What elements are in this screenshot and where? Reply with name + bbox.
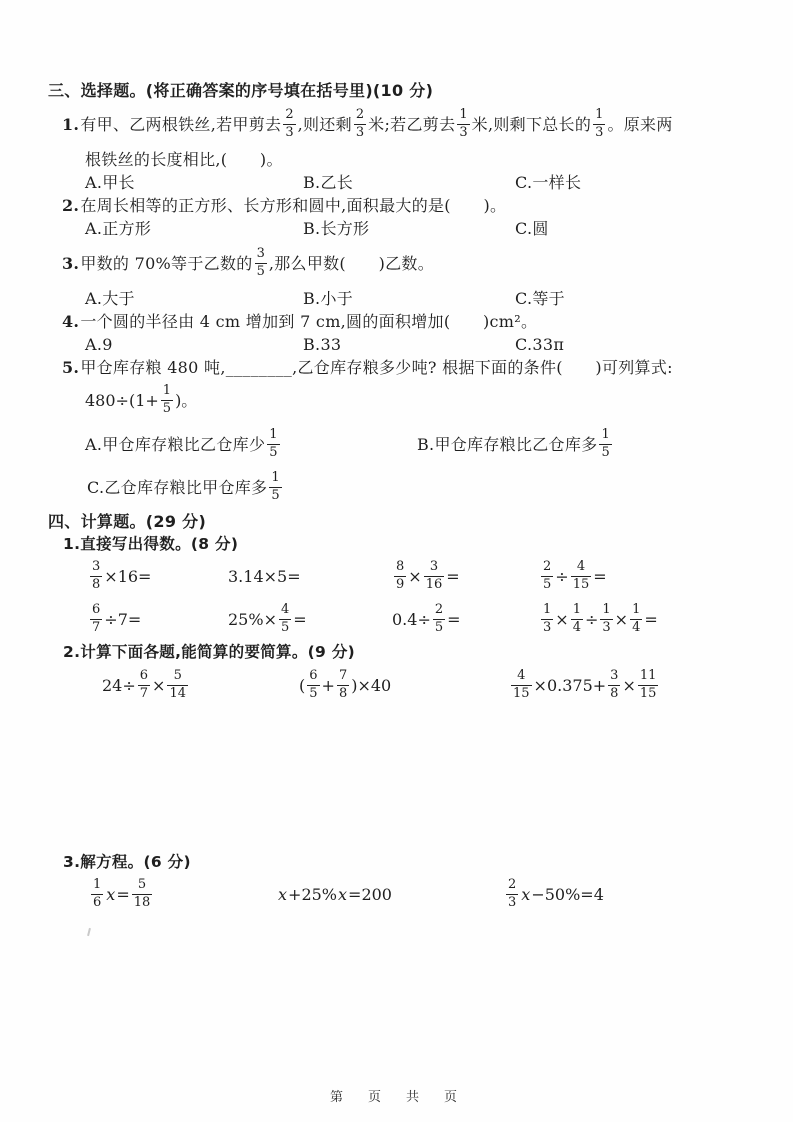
- question-4-option-c: C.33π: [515, 335, 565, 354]
- equation: $\frac{2}{3}$ x−50%=4: [508, 877, 604, 910]
- question-3-number: 3.: [62, 254, 80, 273]
- question-1-option-c: C.一样长: [515, 173, 582, 192]
- fraction: $\frac{4}{15}$: [513, 668, 530, 701]
- section-3-title: 三、选择题。(将正确答案的序号填在括号里)(10 分): [48, 81, 434, 100]
- question-4-option-b: B.33: [303, 335, 342, 354]
- fraction: $\frac{4}{5}$: [280, 602, 290, 635]
- question-5-option-a: A.甲仓库存粮比乙仓库少 $\frac{1}{5}$: [85, 427, 278, 460]
- section-4-sub-3-title: 3.解方程。(6 分): [63, 853, 191, 871]
- fraction: $\frac{2}{3}$: [355, 107, 365, 140]
- fraction: $\frac{1}{5}$: [162, 383, 172, 416]
- question-3-option-b: B.小于: [303, 289, 354, 308]
- calc-expression: 25%× $\frac{4}{5}$ =: [228, 602, 307, 635]
- equation: $\frac{1}{6}$ x= $\frac{5}{18}$: [93, 877, 151, 910]
- question-3-option-a: A.大于: [85, 289, 135, 308]
- fraction: $\frac{1}{3}$: [543, 602, 552, 635]
- fraction: $\frac{11}{15}$: [639, 668, 657, 701]
- question-4-text: 一个圆的半径由 4 cm 增加到 7 cm,圆的面积增加( )cm²。: [80, 312, 538, 331]
- calc-expression: $\frac{2}{5}$ ÷ $\frac{4}{15}$ =: [543, 559, 607, 592]
- fraction: $\frac{5}{18}$: [133, 877, 151, 910]
- fraction: $\frac{1}{3}$: [595, 107, 604, 140]
- question-1-option-a: A.甲长: [85, 173, 135, 192]
- question-3-line-1: [0, 241, 793, 287]
- fraction: $\frac{6}{7}$: [139, 668, 149, 701]
- calc-expression: $\frac{1}{3}$ × $\frac{1}{4}$ ÷ $\frac{1}{3}$ × $\frac{1}{4}$ =: [543, 602, 658, 635]
- calc-expression: 0.4÷ $\frac{2}{5}$ =: [392, 602, 461, 635]
- fraction: $\frac{4}{15}$: [572, 559, 590, 592]
- fraction: $\frac{1}{3}$: [459, 107, 468, 140]
- calc-expression: $\frac{4}{15}$ ×0.375+ $\frac{3}{8}$ × $\frac{11}{15}$: [513, 668, 657, 701]
- calc-expression: ( $\frac{6}{5}$ + $\frac{7}{8}$ )×40: [299, 668, 392, 701]
- fraction: $\frac{2}{5}$: [543, 559, 552, 592]
- question-5-expression: 480÷(1+ $\frac{1}{5}$ )。: [85, 383, 198, 416]
- question-5-line-1: [0, 356, 793, 379]
- fraction: $\frac{7}{8}$: [338, 668, 348, 701]
- fraction: $\frac{3}{8}$: [610, 668, 619, 701]
- question-3-options: [0, 287, 793, 310]
- fraction: $\frac{1}{3}$: [602, 602, 611, 635]
- section-4-sub-1-title: 1.直接写出得数。(8 分): [63, 535, 239, 553]
- stray-mark: [87, 928, 91, 936]
- fraction: $\frac{2}{3}$: [285, 107, 294, 140]
- question-2-options: [0, 217, 793, 241]
- page-footer: 第 页 共 页: [329, 1090, 463, 1105]
- fraction: $\frac{1}{5}$: [601, 427, 610, 460]
- calc-expression: $\frac{6}{7}$ ÷7=: [92, 602, 142, 635]
- equation: x+25%x=200: [278, 885, 392, 904]
- calc-expression: $\frac{3}{8}$ ×16=: [92, 559, 152, 592]
- fraction: $\frac{1}{6}$: [93, 877, 102, 910]
- question-5-option-b: B.甲仓库存粮比乙仓库多 $\frac{1}{5}$: [417, 427, 610, 460]
- question-4-option-a: A.9: [85, 335, 113, 354]
- question-4-options: [0, 333, 793, 356]
- question-1-line-2: 根铁丝的长度相比,( )。: [85, 150, 283, 169]
- question-5-option-c: C.乙仓库存粮比甲仓库多 $\frac{1}{5}$: [87, 470, 280, 503]
- question-1-line-1: [0, 102, 793, 148]
- question-1-options: [0, 171, 793, 194]
- calc-expression: $\frac{8}{9}$ × $\frac{3}{16}$ =: [396, 559, 460, 592]
- question-3-option-c: C.等于: [515, 289, 565, 308]
- question-2-text: 在周长相等的正方形、长方形和圆中,面积最大的是( )。: [80, 196, 507, 215]
- quick-calc-row-2: [0, 599, 793, 641]
- question-4-number: 4.: [62, 312, 80, 331]
- fraction: $\frac{8}{9}$: [396, 559, 405, 592]
- solve-equations-row: [0, 873, 793, 917]
- section-4-sub-2-title: 2.计算下面各题,能简算的要简算。(9 分): [63, 643, 356, 661]
- fraction: $\frac{3}{5}$: [256, 246, 265, 279]
- question-1-option-b: B.乙长: [303, 173, 354, 192]
- calc-expression: 24÷ $\frac{6}{7}$ × $\frac{5}{14}$: [102, 668, 186, 701]
- section-4-title: 四、计算题。(29 分): [48, 512, 207, 531]
- fraction: $\frac{1}{5}$: [271, 470, 280, 503]
- question-2-number: 2.: [62, 196, 80, 215]
- question-3-text: 甲数的 70%等于乙数的 $\frac{3}{5}$ ,那么甲数( )乙数。: [80, 246, 435, 279]
- question-2-line-1: [0, 194, 793, 217]
- question-1-text: 有甲、乙两根铁丝,若甲剪去 $\frac{2}{3}$ ,则还剩 $\frac{2}{3}$ 米;若乙剪去 $\frac{1}{3}$ 米,则剩下总长的 $\frac{1}{3}$ 。原来两: [80, 107, 673, 140]
- fraction: $\frac{3}{16}$: [425, 559, 443, 592]
- fraction: $\frac{3}{8}$: [92, 559, 101, 592]
- question-2-option-c: C.圆: [515, 219, 549, 238]
- quick-calc-row-1: [0, 555, 793, 599]
- question-5-text: 甲仓库存粮 480 吨,________,乙仓库存粮多少吨? 根据下面的条件( )可列算式:: [80, 358, 673, 377]
- calc-expression: 3.14×5=: [228, 567, 301, 586]
- fraction: $\frac{1}{5}$: [269, 427, 278, 460]
- question-4-line-1: [0, 310, 793, 333]
- fraction: $\frac{5}{14}$: [169, 668, 186, 701]
- fraction: $\frac{1}{4}$: [632, 602, 641, 635]
- fraction: $\frac{2}{3}$: [508, 877, 517, 910]
- simplify-calc-row: [0, 663, 793, 709]
- question-5-options-ab: [0, 423, 793, 467]
- fraction: $\frac{1}{4}$: [572, 602, 581, 635]
- fraction: $\frac{6}{7}$: [92, 602, 101, 635]
- question-2-option-a: A.正方形: [85, 219, 152, 238]
- fraction: $\frac{2}{5}$: [434, 602, 444, 635]
- fraction: $\frac{6}{5}$: [309, 668, 318, 701]
- question-5-number: 5.: [62, 358, 80, 377]
- question-2-option-b: B.长方形: [303, 219, 370, 238]
- question-1-number: 1.: [62, 115, 80, 134]
